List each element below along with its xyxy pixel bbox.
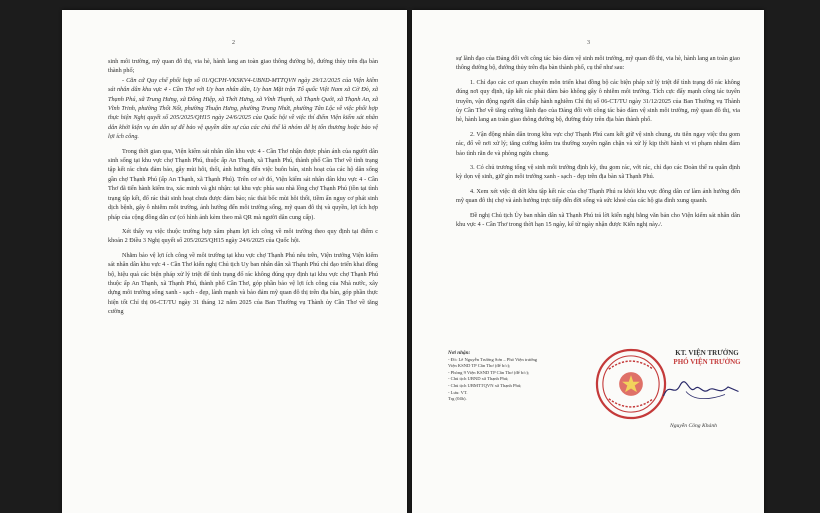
signer-name: Nguyễn Công Khánh bbox=[670, 423, 717, 429]
recipient-item: - Phòng 9 Viện KSND TP Cần Thơ (để b/c); bbox=[448, 369, 530, 375]
recipient-item: - Chủ tịch UBMTTQVN xã Thạnh Phú; bbox=[448, 382, 522, 388]
signer-role-deputy: PHÓ VIỆN TRƯỞNG bbox=[673, 358, 741, 366]
page-number: 2 bbox=[232, 40, 235, 46]
paragraph: Trong thời gian qua, Viện kiểm sát nhân dân khu vực 4 - Cần Thơ nhận được phản ánh của người dân sinh sống tại khu vực chợ Thạnh Phú, thuộc ấp An Thạnh, xã Thạnh Phú, thành phố Cần Thơ về tình trạng tập kết rác chưa đảm bảo, gây mùi hôi, thối, ảnh hưởng đến việc buôn bán, sinh hoạt của các hộ dân sống gần chợ Thạnh Phú (ấp An Thạnh, xã Thạnh Phú). Trên cơ sở đó, Viện kiểm sát nhân dân khu vực 4 - Cần Thơ đã tiến hành kiểm tra, xác minh và ghi nhận: tại khu vực phía sau nhà lồng chợ Thạnh Phú (tồn tại tình trạng tập kết, đổ rác thải sinh hoạt chưa được đảm bảo; rác thải bốc mùi hôi thối, tiềm ẩn nguy cơ phát sinh dịch bệnh, gây ô nhiễm môi trường, ảnh hưởng đến môi trường sống, mỹ quan đô thị và quyền, lợi ích hợp pháp của cộng đồng dân cư (có hình ảnh kèm theo mã QR mà người dân cung cấp). bbox=[108, 147, 378, 221]
page-body bbox=[108, 57, 378, 317]
recipient-item: - Lưu: VT. bbox=[448, 389, 468, 395]
document-page-2 bbox=[62, 10, 407, 513]
paragraph: Đề nghị Chủ tịch Ủy ban nhân dân xã Thạnh Phú trả lời kiến nghị bằng văn bản cho Viện kiểm sát nhân dân khu vực 4 - Cần Thơ trong thời hạn 15 ngày, kể từ ngày nhận được Kiến nghị này./. bbox=[456, 211, 740, 229]
recipient-item: Viện KSND TP Cần Thơ (để b/c); bbox=[448, 363, 511, 369]
signer-prefix: KT. bbox=[675, 349, 689, 357]
paragraph: sự lãnh đạo của Đảng đối với công tác bảo đảm vệ sinh môi trường, mỹ quan đô thị, via hè, hành lang an toàn giao thông đường bộ, đường thủy trên địa bàn thành phố, cụ thể như sau: bbox=[456, 55, 740, 72]
paragraph: 3. Có chủ trương tổng vệ sinh môi trường định kỳ, thu gom rác, vớt rác, chỉ đạo các Đoàn thể ra quân định kỳ dọn vệ sinh, giữ gìn môi trường xanh - sạch - đẹp trên địa bàn xã Thạnh Phú. bbox=[456, 164, 740, 181]
signer-title bbox=[652, 349, 762, 367]
paragraph: sinh môi trường, mỹ quan đô thị, via hè, hành lang an toàn giao thông đường bộ, đường thủy trên địa bàn thành phố; bbox=[108, 58, 378, 75]
paragraph: 1. Chỉ đạo các cơ quan chuyên môn triển khai đồng bộ các biện pháp xử lý triệt để tình trạng đổ rác không đúng nơi quy định, tập kết rác phải đảm bảo không gây ô nhiễm môi trường. Tích cực đẩy mạnh công tác tuyên truyền, vận động người dân chấp hành nghiêm Chỉ thị số 06-CT/TU ngày 31/12/2025 của Ban Thường vụ Thành ủy Cần Thơ về tăng cường lãnh đạo của Đảng đối với công tác bảo đảm vệ sinh môi trường, mỹ quan đô thị, via hè, hành lang an toàn giao thông đường bộ, đường thủy trên địa bàn thành phố. bbox=[456, 78, 740, 124]
recipient-title: Nơi nhận: bbox=[448, 350, 471, 356]
recipient-item: Trg (04b). bbox=[448, 396, 467, 402]
recipient-item: - Đ/c Lê Nguyễn Trường Sơn – Phó Viện trưởng bbox=[448, 356, 538, 362]
paragraph: 4. Xem xét việc di dời khu tập kết rác của chợ Thạnh Phú ra khỏi khu vực đông dân cư làm ảnh hưởng đến mỹ quan đô thị chợ và ảnh hưởng trực tiếp đến đời sống và sức khoẻ của các hộ gia đình xung quanh. bbox=[456, 187, 740, 205]
signer-role: VIỆN TRƯỞNG bbox=[688, 349, 739, 357]
document-page-3 bbox=[412, 10, 764, 513]
paragraph: - Căn cứ Quy chế phối hợp số 01/QCPH-VKSKV4-UBND-MTTQVN ngày 29/12/2025 của Viện kiểm sát nhân dân khu vực 4 - Cần Thơ với Uy ban nhân dân, Uy ban Mặt trận Tổ quốc Việt Nam xã Cờ Đỏ, xã Thạnh Phú, xã Trung Hưng, xã Đông Hiệp, xã Thới Hưng, xã Vĩnh Thạnh, xã Thạnh Quới, xã Thạnh An, xã Vĩnh Trinh, phường Thốt Nốt, phường Thuận Hưng, phường Trung Nhứt, phường Tân Lộc về việc phối hợp thực hiện Nghị quyết số 205/2025/QH15 ngày 24/6/2025 của Quốc hội về việc thí điểm Viện kiểm sát nhân dân khởi kiện vụ án dân sự để bảo vệ quyền dân sự của các chủ thể là nhóm dễ bị tổn thương hoặc bảo vệ lợi ích công. bbox=[108, 76, 378, 141]
paragraph: 2. Vận động nhân dân trong khu vực chợ Thạnh Phú cam kết giữ vệ sinh chung, ưu tiên ngay việc thu gom rác, đổ về nơi xử lý; tăng cường kiểm tra thường xuyên ngăn chặn và xử lý kịp thời hành vi vi phạm nhằm đảm bảo tình răn đe và phòng ngừa chung. bbox=[456, 130, 740, 157]
recipient-list bbox=[448, 350, 598, 403]
signature-block bbox=[590, 345, 760, 465]
paragraph: Nhằm bảo vệ lợi ích công về môi trường tại khu vực chợ Thạnh Phú nêu trên, Viện trưởng Viện kiểm sát nhân dân khu vực 4 - Cần Thơ kiến nghị Chủ tịch Uy ban nhân dân xã Thạnh Phú chỉ đạo triển khai đồng bộ, hiệu quả các biện pháp xử lý triệt để tình trạng đổ rác không đúng quy định tại khu vực chợ Thạnh Phú thuộc ấp An Thạnh, xã Thạnh Phú, thành phố Cần Thơ, góp phần bảo vệ lợi ích công của Nhà nước, xây dựng môi trường sống xanh - sạch - đẹp, lành mạnh và bảo đảm mỹ quan đô thị trên địa bàn, góp phần thực hiện tốt Chỉ thị 06-CT/TU ngày 31 tháng 12 năm 2025 của Ban Thường vụ Thành ủy Cần Thơ về tăng cường bbox=[108, 251, 378, 316]
page-body bbox=[456, 54, 740, 230]
recipient-item: - Chủ tịch UBND xã Thạnh Phú; bbox=[448, 376, 509, 382]
paragraph: Xét thấy vụ việc thuộc trường hợp xâm phạm lợi ích công về môi trường theo quy định tại điểm c khoản 2 Điều 3 Nghị quyết số 205/2025/QH15 ngày 24/6/2025 của Quốc hội. bbox=[108, 227, 378, 245]
page-number: 3 bbox=[587, 40, 590, 46]
handwritten-signature-icon bbox=[656, 373, 746, 407]
